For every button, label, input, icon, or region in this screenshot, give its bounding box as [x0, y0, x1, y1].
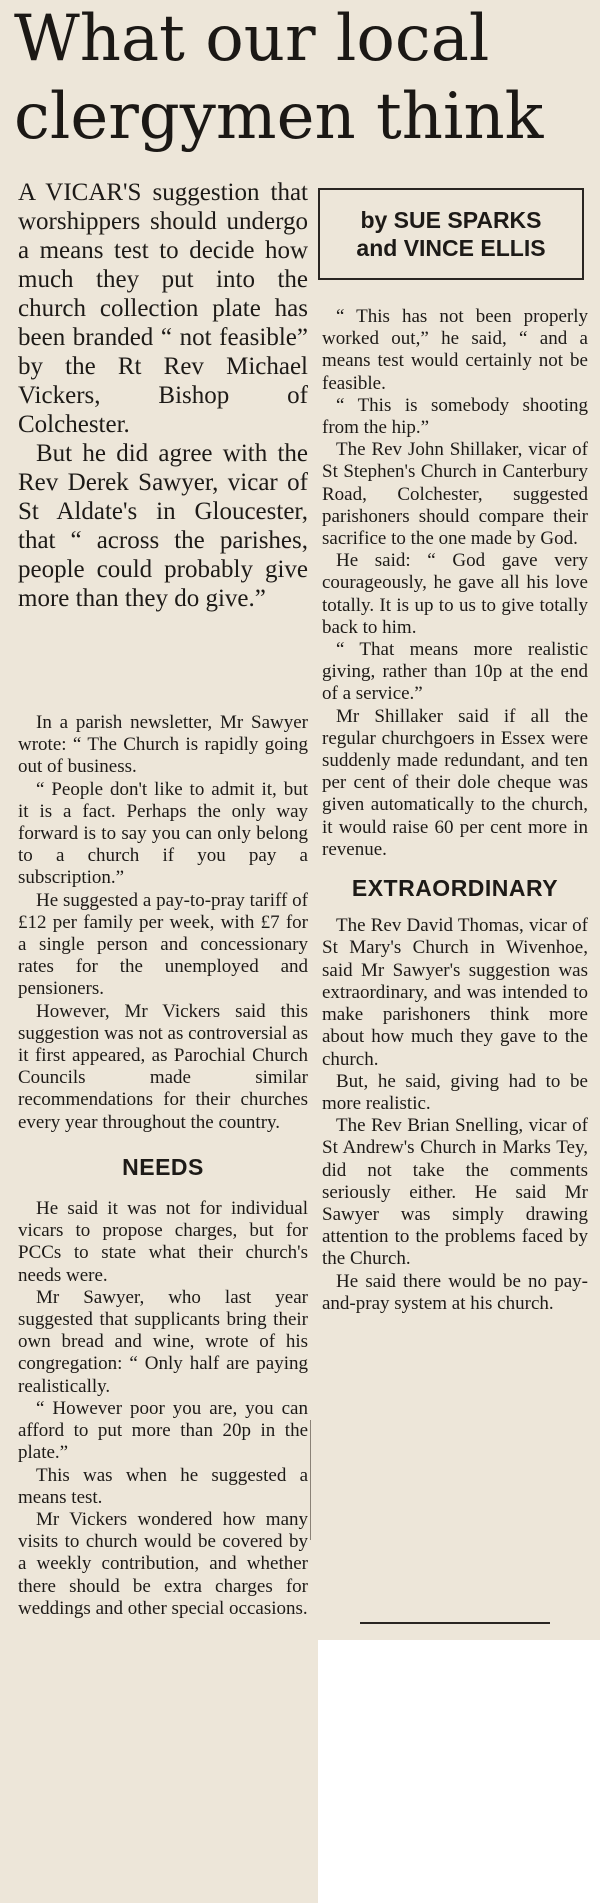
subhead-extraordinary: EXTRAORDINARY — [351, 875, 559, 902]
body-paragraph: “ However poor you are, you can afford to put more than 20p in the plate.” — [18, 1397, 308, 1464]
body-paragraph: Mr Shillaker said if all the regular churchgoers in Essex were suddenly made redundant, and ten per cent of their dole cheque was given automatically to the church, it would raise 60 per cent more in revenue. — [322, 705, 588, 860]
body-paragraph: Mr Sawyer, who last year suggested that supplicants bring their own bread and wine, wrote of his congregation: “ Only half are paying realistically. — [18, 1286, 308, 1397]
body-paragraph: Mr Vickers wondered how many visits to church would be covered by a weekly contribution, and whether there should be extra charges for weddings and other special occasions. — [18, 1508, 308, 1619]
body-paragraph: “ People don't like to admit it, but it is a fact. Perhaps the only way forward is to say you can only belong to a church if you pay a subscription.” — [18, 778, 308, 889]
headline-line-2: clergymen think — [14, 80, 544, 154]
body-paragraph: “ This has not been properly worked out,” he said, “ and a means test would certainly not be feasible. — [322, 306, 588, 394]
clipping-paper-lower-left — [0, 1640, 318, 1903]
body-paragraph: This was when he suggested a means test. — [18, 1464, 308, 1508]
body-paragraph: The Rev John Shillaker, vicar of St Stephen's Church in Canterbury Road, Colchester, suggested parishoners should compare their sacrifice to the one made by God. — [322, 439, 588, 550]
lead-paragraph: A VICAR'S suggestion that worshippers should undergo a means test to decide how much they put into the church collection plate has been branded “ not feasible” by the Rt Rev Michael Vickers, Bishop of Colchester. — [18, 179, 308, 438]
column-gutter-line — [310, 1420, 311, 1540]
lead-column — [18, 178, 308, 613]
headline-line-1: What our local — [14, 2, 490, 76]
end-rule — [360, 1622, 550, 1624]
byline-box — [318, 188, 584, 280]
headline — [14, 0, 594, 156]
body-paragraph: The Rev David Thomas, vicar of St Mary's Church in Wivenhoe, said Mr Sawyer's suggestion was extraordinary, and was intended to make parishoners think more about how much they gave to the church. — [322, 915, 588, 1070]
body-paragraph: He suggested a pay-to-pray tariff of £12 per family per week, with £7 for a single person and concessionary rates for the unemployed and pensioners. — [18, 889, 308, 1000]
byline-line-1: by SUE SPARKS — [360, 207, 542, 233]
right-column-body — [322, 306, 588, 1315]
body-paragraph: But, he said, giving had to be more realistic. — [322, 1070, 588, 1114]
body-paragraph: He said there would be no pay-and-pray system at his church. — [322, 1270, 588, 1314]
body-paragraph: He said it was not for individual vicars to propose charges, but for PCCs to state what their church's needs were. — [18, 1198, 308, 1286]
subhead-needs: NEEDS — [122, 1153, 204, 1180]
body-paragraph: “ That means more realistic giving, rather than 10p at the end of a service.” — [322, 639, 588, 705]
body-paragraph: “ This is somebody shooting from the hip.” — [322, 394, 588, 439]
body-paragraph: The Rev Brian Snelling, vicar of St Andrew's Church in Marks Tey, did not take the comments seriously either. He said Mr Sawyer was simply drawing attention to the problems faced by the Church. — [322, 1115, 588, 1270]
body-paragraph: In a parish newsletter, Mr Sawyer wrote: “ The Church is rapidly going out of business. — [18, 712, 308, 778]
byline-line-2: and VINCE ELLIS — [356, 235, 546, 261]
lead-paragraph: But he did agree with the Rev Derek Sawyer, vicar of St Aldate's in Gloucester, that “ across the parishes, people could probably give more than they do give.” — [18, 440, 308, 612]
left-column-body — [18, 712, 308, 1620]
body-paragraph: However, Mr Vickers said this suggestion was not as controversial as it first appeared, as Parochial Church Councils made similar recommendations for their churches every year throughout the country. — [18, 1000, 308, 1133]
body-paragraph: He said: “ God gave very courageously, he gave all his love totally. It is up to us to give totally back to him. — [322, 550, 588, 638]
